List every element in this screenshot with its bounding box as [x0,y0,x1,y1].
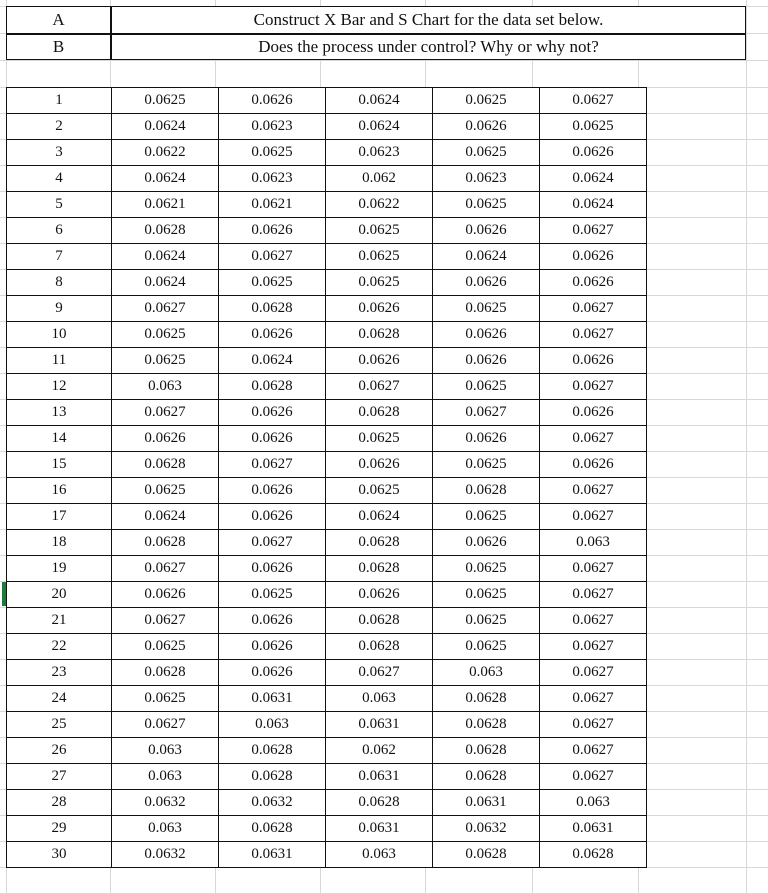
value-cell[interactable]: 0.0622 [326,192,433,218]
value-cell[interactable]: 0.0622 [112,140,219,166]
table-row [7,88,647,114]
value-cell[interactable]: 0.0628 [326,400,433,426]
value-cell[interactable]: 0.0624 [219,348,326,374]
value-cell[interactable]: 0.0625 [112,322,219,348]
value-cell[interactable]: 0.0626 [219,660,326,686]
value-cell[interactable]: 0.0626 [219,608,326,634]
value-cell[interactable]: 0.0627 [112,712,219,738]
row-number-cell[interactable]: 26 [7,738,112,764]
value-cell[interactable]: 0.0626 [112,426,219,452]
value-cell[interactable]: 0.0626 [326,452,433,478]
value-cell[interactable]: 0.0625 [433,192,540,218]
table-row [7,400,647,426]
value-cell[interactable]: 0.0623 [219,166,326,192]
value-cell[interactable]: 0.0625 [219,582,326,608]
data-table [6,87,647,868]
value-cell[interactable]: 0.0627 [540,686,647,712]
value-cell[interactable]: 0.0624 [112,114,219,140]
value-cell[interactable]: 0.0626 [219,322,326,348]
value-cell[interactable]: 0.0626 [112,582,219,608]
value-cell[interactable]: 0.0624 [112,166,219,192]
value-cell[interactable]: 0.0623 [326,140,433,166]
value-cell[interactable]: 0.0626 [433,348,540,374]
value-cell[interactable]: 0.0625 [433,582,540,608]
value-cell[interactable]: 0.0626 [219,218,326,244]
row-number-cell[interactable]: 1 [7,88,112,114]
value-cell[interactable]: 0.0625 [112,348,219,374]
value-cell[interactable]: 0.0631 [326,816,433,842]
value-cell[interactable]: 0.063 [112,738,219,764]
question-construct-chart[interactable]: Construct X Bar and S Chart for the data set below. [112,7,745,33]
table-row [7,192,647,218]
value-cell[interactable]: 0.0628 [219,738,326,764]
row-number-cell[interactable]: 24 [7,686,112,712]
value-cell[interactable]: 0.0632 [112,842,219,868]
value-cell[interactable]: 0.0628 [112,218,219,244]
row-number-cell[interactable]: 7 [7,244,112,270]
row-number-cell[interactable]: 25 [7,712,112,738]
row-number-cell[interactable]: 5 [7,192,112,218]
value-cell[interactable]: 0.0625 [219,270,326,296]
row-number-cell[interactable]: 28 [7,790,112,816]
table-row [7,712,647,738]
value-cell[interactable]: 0.0625 [326,270,433,296]
value-cell[interactable]: 0.0628 [433,686,540,712]
value-cell[interactable]: 0.0624 [112,504,219,530]
value-cell[interactable]: 0.0625 [326,478,433,504]
value-cell[interactable]: 0.0626 [540,140,647,166]
row-label-b[interactable]: B [7,34,110,59]
value-cell[interactable]: 0.0624 [112,244,219,270]
row-number-cell[interactable]: 30 [7,842,112,868]
value-cell[interactable]: 0.0624 [433,244,540,270]
table-row [7,764,647,790]
value-cell[interactable]: 0.062 [326,738,433,764]
value-cell[interactable]: 0.0627 [540,738,647,764]
question-process-control[interactable]: Does the process under control? Why or why not? [112,34,745,59]
value-cell[interactable]: 0.0628 [219,764,326,790]
value-cell[interactable]: 0.0626 [433,530,540,556]
value-cell[interactable]: 0.0626 [219,478,326,504]
value-cell[interactable]: 0.0625 [433,452,540,478]
table-row [7,556,647,582]
value-cell[interactable]: 0.0632 [433,816,540,842]
row-number-cell[interactable]: 29 [7,816,112,842]
value-cell[interactable]: 0.0628 [433,478,540,504]
row-number-cell[interactable]: 2 [7,114,112,140]
table-row [7,660,647,686]
value-cell[interactable]: 0.0628 [219,374,326,400]
table-row [7,452,647,478]
value-cell[interactable]: 0.063 [540,790,647,816]
value-cell[interactable]: 0.0625 [326,244,433,270]
row-number-cell[interactable]: 9 [7,296,112,322]
value-cell[interactable]: 0.063 [112,374,219,400]
value-cell[interactable]: 0.0625 [326,426,433,452]
value-cell[interactable]: 0.0628 [433,842,540,868]
value-cell[interactable]: 0.0627 [540,322,647,348]
value-cell[interactable]: 0.063 [112,764,219,790]
value-cell[interactable]: 0.0628 [326,556,433,582]
table-row [7,114,647,140]
value-cell[interactable]: 0.0627 [326,374,433,400]
data-table-body [7,88,647,868]
value-cell[interactable]: 0.0626 [219,504,326,530]
value-cell[interactable]: 0.0626 [326,296,433,322]
value-cell[interactable]: 0.0627 [540,426,647,452]
value-cell[interactable]: 0.0625 [433,556,540,582]
value-cell[interactable]: 0.0632 [219,790,326,816]
table-row [7,322,647,348]
value-cell[interactable]: 0.0626 [540,348,647,374]
value-cell[interactable]: 0.0627 [540,88,647,114]
value-cell[interactable]: 0.0625 [433,634,540,660]
value-cell[interactable]: 0.0621 [219,192,326,218]
value-cell[interactable]: 0.063 [540,530,647,556]
value-cell[interactable]: 0.0626 [433,426,540,452]
row-label-a[interactable]: A [7,7,110,33]
value-cell[interactable]: 0.0628 [326,608,433,634]
value-cell[interactable]: 0.0627 [219,244,326,270]
value-cell[interactable]: 0.0626 [219,556,326,582]
table-row [7,140,647,166]
value-cell[interactable]: 0.0625 [433,608,540,634]
table-row [7,244,647,270]
row-number-cell[interactable]: 18 [7,530,112,556]
value-cell[interactable]: 0.0626 [433,114,540,140]
value-cell[interactable]: 0.0627 [540,712,647,738]
value-cell[interactable]: 0.0631 [219,842,326,868]
value-cell[interactable]: 0.0623 [433,166,540,192]
value-cell[interactable]: 0.0628 [219,296,326,322]
table-row [7,166,647,192]
value-cell[interactable]: 0.0627 [540,218,647,244]
value-cell[interactable]: 0.0628 [433,764,540,790]
value-cell[interactable]: 0.0627 [540,504,647,530]
table-row [7,218,647,244]
value-cell[interactable]: 0.0626 [219,88,326,114]
value-cell[interactable]: 0.0631 [433,790,540,816]
value-cell[interactable]: 0.0627 [112,556,219,582]
value-cell[interactable]: 0.0625 [433,374,540,400]
value-cell[interactable]: 0.0625 [433,88,540,114]
value-cell[interactable]: 0.0627 [540,556,647,582]
value-cell[interactable]: 0.063 [326,686,433,712]
value-cell[interactable]: 0.0627 [433,400,540,426]
value-cell[interactable]: 0.0628 [112,530,219,556]
value-cell[interactable]: 0.0626 [540,244,647,270]
row-number-cell[interactable]: 10 [7,322,112,348]
row-number-cell[interactable]: 16 [7,478,112,504]
table-row [7,270,647,296]
table-row [7,790,647,816]
value-cell[interactable]: 0.0627 [540,478,647,504]
value-cell[interactable]: 0.063 [219,712,326,738]
table-row [7,842,647,868]
row-number-cell[interactable]: 20 [7,582,112,608]
table-row [7,608,647,634]
value-cell[interactable]: 0.0626 [219,426,326,452]
value-cell[interactable]: 0.0626 [540,400,647,426]
row-number-cell[interactable]: 19 [7,556,112,582]
value-cell[interactable]: 0.0628 [540,842,647,868]
value-cell[interactable]: 0.0628 [326,322,433,348]
row-number-cell[interactable]: 22 [7,634,112,660]
value-cell[interactable]: 0.0627 [540,296,647,322]
value-cell[interactable]: 0.0627 [540,608,647,634]
row-number-cell[interactable]: 11 [7,348,112,374]
table-row [7,686,647,712]
value-cell[interactable]: 0.0624 [540,166,647,192]
row-number-cell[interactable]: 17 [7,504,112,530]
row-number-cell[interactable]: 23 [7,660,112,686]
row-number-cell[interactable]: 13 [7,400,112,426]
value-cell[interactable]: 0.0625 [326,218,433,244]
row-number-cell[interactable]: 4 [7,166,112,192]
value-cell[interactable]: 0.0624 [326,88,433,114]
table-row [7,348,647,374]
value-cell[interactable]: 0.0628 [112,660,219,686]
value-cell[interactable]: 0.0625 [112,686,219,712]
table-row [7,504,647,530]
value-cell[interactable]: 0.0624 [112,270,219,296]
row-number-cell[interactable]: 6 [7,218,112,244]
value-cell[interactable]: 0.0626 [326,582,433,608]
value-cell[interactable]: 0.0628 [219,816,326,842]
value-cell[interactable]: 0.062 [326,166,433,192]
value-cell[interactable]: 0.0625 [540,114,647,140]
row-number-cell[interactable]: 15 [7,452,112,478]
value-cell[interactable]: 0.063 [433,660,540,686]
value-cell[interactable]: 0.0627 [540,374,647,400]
value-cell[interactable]: 0.0626 [433,218,540,244]
row-number-cell[interactable]: 8 [7,270,112,296]
row-number-cell[interactable]: 3 [7,140,112,166]
value-cell[interactable]: 0.0627 [540,660,647,686]
table-row [7,816,647,842]
table-row [7,374,647,400]
value-cell[interactable]: 0.0626 [219,400,326,426]
value-cell[interactable]: 0.0628 [112,452,219,478]
value-cell[interactable]: 0.0625 [219,140,326,166]
value-cell[interactable]: 0.0624 [326,114,433,140]
value-cell[interactable]: 0.0628 [326,790,433,816]
value-cell[interactable]: 0.0628 [326,634,433,660]
value-cell[interactable]: 0.0626 [433,322,540,348]
value-cell[interactable]: 0.0625 [433,296,540,322]
value-cell[interactable]: 0.0624 [326,504,433,530]
value-cell[interactable]: 0.0625 [433,504,540,530]
table-row [7,530,647,556]
value-cell[interactable]: 0.0627 [112,296,219,322]
value-cell[interactable]: 0.0627 [219,452,326,478]
value-cell[interactable]: 0.0631 [326,764,433,790]
table-row [7,296,647,322]
value-cell[interactable]: 0.0625 [112,634,219,660]
row-number-cell[interactable]: 21 [7,608,112,634]
value-cell[interactable]: 0.0626 [433,270,540,296]
table-row [7,634,647,660]
value-cell[interactable]: 0.0627 [540,634,647,660]
value-cell[interactable]: 0.0625 [433,140,540,166]
value-cell[interactable]: 0.0628 [433,712,540,738]
value-cell[interactable]: 0.0626 [540,452,647,478]
value-cell[interactable]: 0.0625 [112,478,219,504]
value-cell[interactable]: 0.0625 [112,88,219,114]
value-cell[interactable]: 0.063 [112,816,219,842]
value-cell[interactable]: 0.0628 [433,738,540,764]
value-cell[interactable]: 0.0631 [540,816,647,842]
row-number-cell[interactable]: 27 [7,764,112,790]
value-cell[interactable]: 0.0621 [112,192,219,218]
table-row [7,478,647,504]
value-cell[interactable]: 0.0624 [540,192,647,218]
value-cell[interactable]: 0.0626 [540,270,647,296]
header-divider [6,33,746,35]
value-cell[interactable]: 0.0628 [326,530,433,556]
value-cell[interactable]: 0.0627 [326,660,433,686]
value-cell[interactable]: 0.0626 [326,348,433,374]
table-row [7,738,647,764]
value-cell[interactable]: 0.0631 [326,712,433,738]
table-row [7,426,647,452]
value-cell[interactable]: 0.0626 [219,634,326,660]
header-column-divider [110,6,112,60]
value-cell[interactable]: 0.0627 [112,400,219,426]
value-cell[interactable]: 0.0631 [219,686,326,712]
value-cell[interactable]: 0.0627 [540,582,647,608]
table-row [7,582,647,608]
value-cell[interactable]: 0.063 [326,842,433,868]
row-number-cell[interactable]: 12 [7,374,112,400]
value-cell[interactable]: 0.0627 [219,530,326,556]
value-cell[interactable]: 0.0623 [219,114,326,140]
value-cell[interactable]: 0.0627 [112,608,219,634]
row-number-cell[interactable]: 14 [7,426,112,452]
value-cell[interactable]: 0.0627 [540,764,647,790]
value-cell[interactable]: 0.0632 [112,790,219,816]
